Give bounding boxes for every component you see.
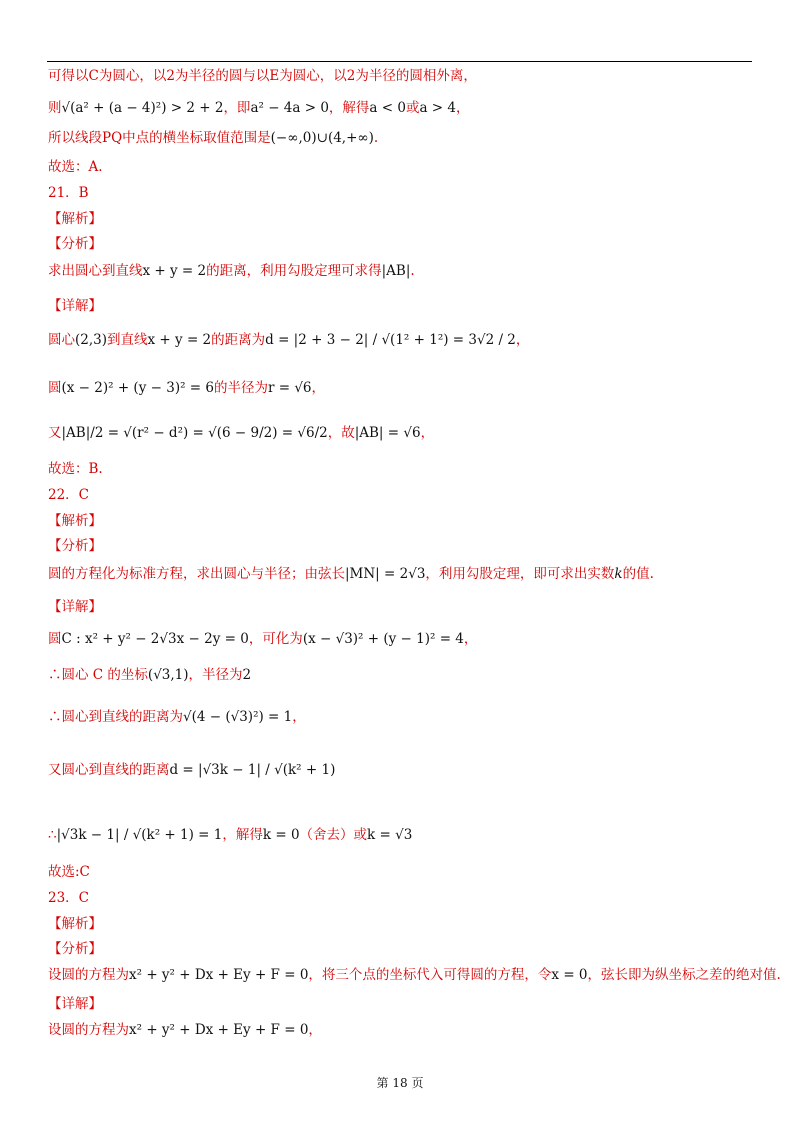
math-expression: |AB| xyxy=(381,263,411,279)
math-expression: x + y = 2 xyxy=(142,263,207,279)
text-line: 求出圆心到直线x + y = 2的距离，利用勾股定理可求得|AB|. xyxy=(48,263,415,279)
header-rule xyxy=(47,61,752,62)
math-expression: (√3,1) xyxy=(147,667,189,683)
math-expression: |AB| = √6 xyxy=(354,425,421,441)
answer-line: 故选：B. xyxy=(48,461,103,477)
math-expression: |AB|/2 = √(r² − d²) = √(6 − 9/2) = √6/2 xyxy=(61,425,328,441)
section-label: 【详解】 xyxy=(48,599,102,615)
math-expression: √(4 − (√3)²) = 1 xyxy=(183,709,293,725)
math-expression: d = |√3k − 1| / √(k² + 1) xyxy=(169,762,336,778)
math-expression: a > 4 xyxy=(419,100,457,116)
text-line: 设圆的方程为x² + y² + Dx + Ey + F = 0，将三个点的坐标代入可得圆的方程，令x = 0，弦长即为纵坐标之差的绝对值. xyxy=(48,967,781,983)
answer-line: 故选：A. xyxy=(48,159,103,175)
section-label: 【分析】 xyxy=(48,538,102,554)
math-expression: k = √3 xyxy=(367,827,413,843)
math-expression: a < 0 xyxy=(369,100,406,116)
section-label: 【解析】 xyxy=(48,211,102,227)
answer-line: 故选:C xyxy=(48,864,90,880)
section-label: 【分析】 xyxy=(48,941,102,957)
section-label: 【解析】 xyxy=(48,513,102,529)
math-expression: x = 0 xyxy=(551,967,588,983)
question-number: 23．C xyxy=(48,890,90,906)
text-line: 设圆的方程为x² + y² + Dx + Ey + F = 0， xyxy=(48,1022,322,1038)
math-expression: r = √6 xyxy=(267,380,312,396)
section-label: 【分析】 xyxy=(48,236,102,252)
text-line: 可得以C为圆心，以2为半径的圆与以E为圆心，以2为半径的圆相外离， xyxy=(48,68,477,84)
math-expression: √(a² + (a − 4)²) > 2 + 2 xyxy=(61,100,224,116)
text-line: ∴圆心 C 的坐标(√3,1)，半径为2 xyxy=(48,667,252,683)
section-label: 【详解】 xyxy=(48,298,102,314)
text-line: 又圆心到直线的距离d = |√3k − 1| / √(k² + 1) xyxy=(48,762,336,778)
text-line: 圆的方程化为标准方程，求出圆心与半径；由弦长|MN| = 2√3，利用勾股定理，即可求出实数k的值. xyxy=(48,566,654,582)
math-expression: (x − 2)² + (y − 3)² = 6 xyxy=(61,380,214,396)
math-expression: (2,3) xyxy=(75,332,108,348)
text-line: 圆C : x² + y² − 2√3x − 2y = 0，可化为(x − √3)² + (y − 1)² = 4， xyxy=(48,631,478,647)
text-line: 圆心(2,3)到直线x + y = 2的距离为d = |2 + 3 − 2| / √(1² + 1²) = 3√2 / 2， xyxy=(48,332,530,348)
text-line: 所以线段PQ中点的横坐标取值范围是(−∞,0)∪(4,+∞). xyxy=(48,130,379,146)
math-expression: x² + y² + Dx + Ey + F = 0 xyxy=(129,967,309,983)
section-label: 【详解】 xyxy=(48,996,102,1012)
math-expression: |√3k − 1| / √(k² + 1) = 1 xyxy=(56,827,223,843)
math-expression: (−∞,0)∪(4,+∞) xyxy=(270,130,374,146)
math-expression: k = 0 xyxy=(262,827,300,843)
math-expression: x + y = 2 xyxy=(147,332,212,348)
math-expression: x² + y² + Dx + Ey + F = 0 xyxy=(129,1022,309,1038)
question-number: 22．C xyxy=(48,487,90,503)
math-expression: C : x² + y² − 2√3x − 2y = 0 xyxy=(61,631,249,647)
text-line: 又|AB|/2 = √(r² − d²) = √(6 − 9/2) = √6/2，故|AB| = √6， xyxy=(48,425,435,441)
section-label: 【解析】 xyxy=(48,916,102,932)
math-expression: (x − √3)² + (y − 1)² = 4 xyxy=(302,631,464,647)
math-expression: |MN| = 2√3 xyxy=(345,566,426,582)
text-line: 圆(x − 2)² + (y − 3)² = 6的半径为r = √6， xyxy=(48,380,326,396)
math-expression: a² − 4a > 0 xyxy=(250,100,329,116)
text-line: ∴|√3k − 1| / √(k² + 1) = 1，解得k = 0（舍去）或k = √3 xyxy=(48,827,413,843)
page-number: 第 18 页 xyxy=(376,1076,424,1090)
math-expression: k xyxy=(614,566,623,582)
math-expression: 2 xyxy=(242,667,252,683)
text-line: ∴圆心到直线的距离为√(4 − (√3)²) = 1， xyxy=(48,709,306,725)
math-expression: d = |2 + 3 − 2| / √(1² + 1²) = 3√2 / 2 xyxy=(265,332,516,348)
question-number: 21．B xyxy=(48,185,89,201)
text-line: 则√(a² + (a − 4)²) > 2 + 2，即a² − 4a > 0，解得a < 0或a > 4， xyxy=(48,100,470,116)
